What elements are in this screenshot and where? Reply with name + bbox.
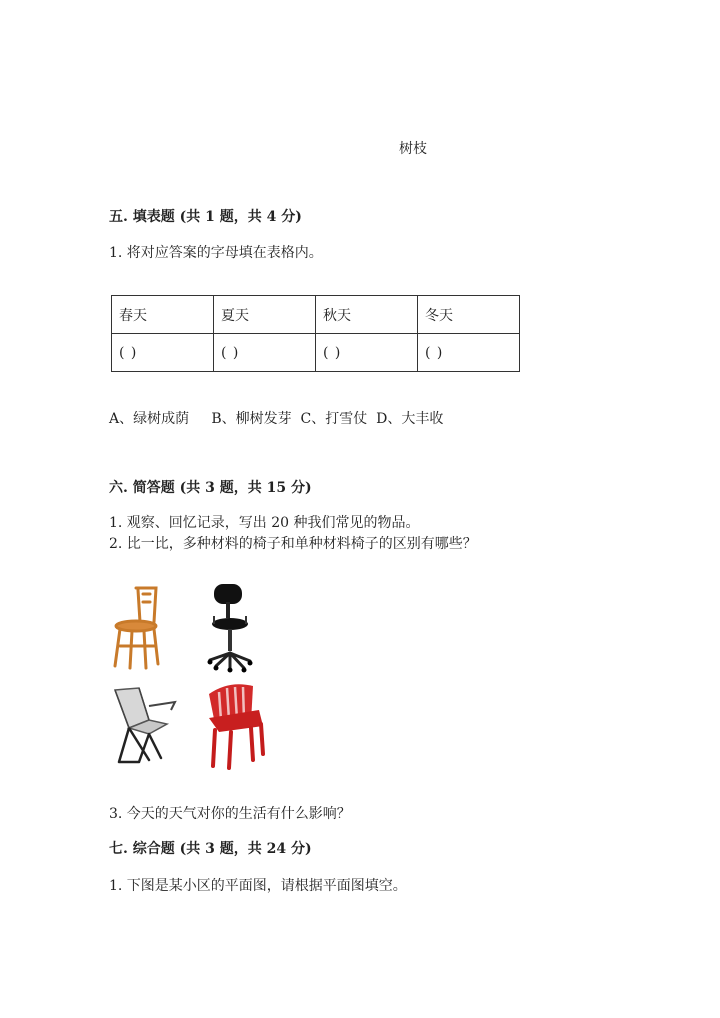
answer-blank[interactable]: ( ) xyxy=(112,334,214,372)
answer-blank[interactable]: ( ) xyxy=(214,334,316,372)
section-6-question-1: 1. 观察、回忆记录，写出 20 种我们常见的物品。 xyxy=(109,515,420,531)
top-text: 树枝 xyxy=(399,141,427,157)
section-5-heading: 五. 填表题 (共 1 题，共 4 分) xyxy=(109,209,302,225)
answer-options: A、绿树成荫 B、柳树发芽 C、打雪仗 D、大丰收 xyxy=(109,411,444,427)
table-header-cell: 秋天 xyxy=(316,296,418,334)
section-6-question-2: 2. 比一比，多种材料的椅子和单种材料椅子的区别有哪些？ xyxy=(109,536,477,552)
folding-camp-chair-image xyxy=(109,684,181,766)
answer-blank[interactable]: ( ) xyxy=(316,334,418,372)
red-plastic-chair-image xyxy=(205,680,267,770)
section-6-heading: 六. 简答题 (共 3 题，共 15 分) xyxy=(109,480,312,496)
answer-blank[interactable]: ( ) xyxy=(418,334,520,372)
section-5-question-1: 1. 将对应答案的字母填在表格内。 xyxy=(109,245,323,261)
section-7-heading: 七. 综合题 (共 3 题，共 24 分) xyxy=(109,841,312,857)
section-6-question-3: 3. 今天的天气对你的生活有什么影响？ xyxy=(109,806,351,822)
table-row xyxy=(112,296,520,334)
answer-table xyxy=(111,295,520,372)
table-header-cell: 夏天 xyxy=(214,296,316,334)
office-chair-image xyxy=(206,582,266,674)
table-header-cell: 春天 xyxy=(112,296,214,334)
section-7-question-1: 1. 下图是某小区的平面图，请根据平面图填空。 xyxy=(109,878,407,894)
table-row xyxy=(112,334,520,372)
wooden-chair-image xyxy=(110,584,165,670)
table-header-cell: 冬天 xyxy=(418,296,520,334)
